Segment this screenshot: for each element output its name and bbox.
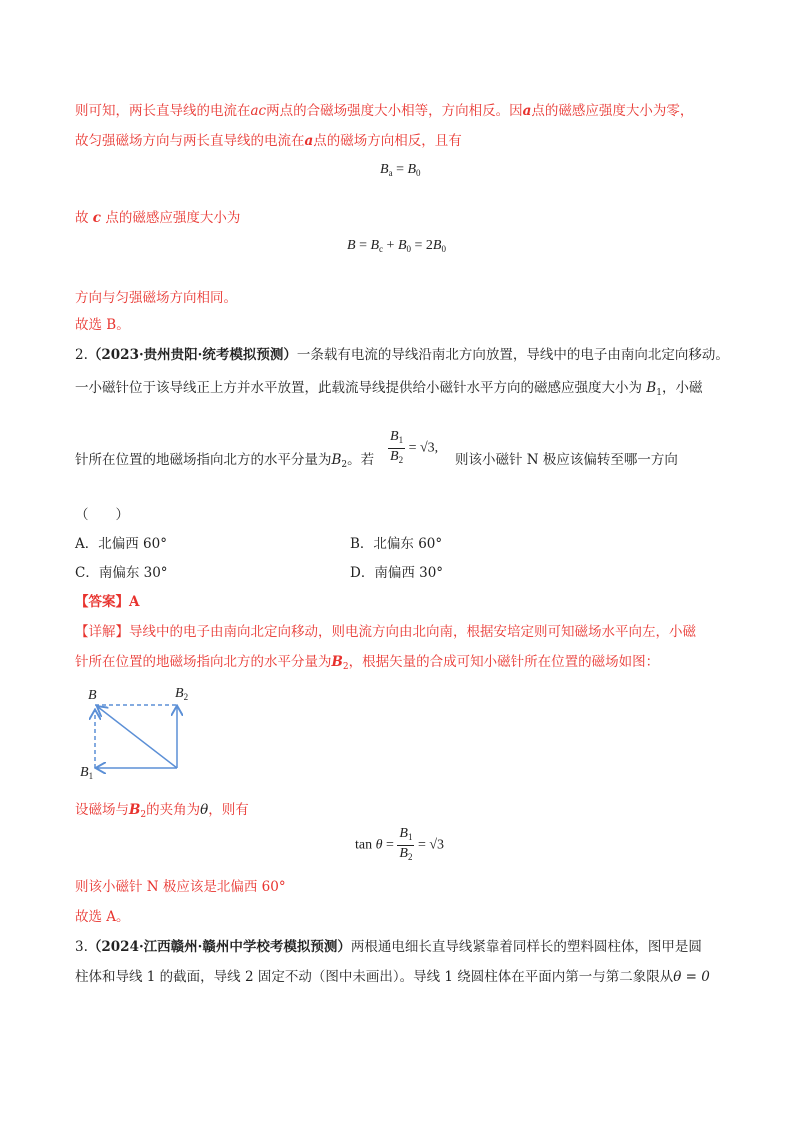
equation-1: $B_a = B_0$	[380, 162, 421, 178]
paragraph-line-2: 故匀强磁场方向与两长直导线的电流在a点的磁场方向相反，且有	[75, 133, 462, 149]
fraction-b1-b2: $\frac{B_1}{B_2}$ = √3,	[390, 429, 439, 465]
answer-paren: （ ）	[75, 507, 129, 523]
b-resultant-vector	[98, 707, 177, 768]
vector-diagram	[75, 683, 205, 783]
detail-line-1: 【详解】导线中的电子由南向北定向移动，则电流方向由北向南，根据安培定则可知磁场水平向左，小磁	[75, 624, 696, 640]
paragraph-line-5: 故选 B。	[75, 317, 130, 333]
option-c[interactable]: C．南偏东 30°	[75, 565, 168, 581]
theta-line: 设磁场与$B_2$的夹角为θ，则有	[75, 802, 249, 820]
question-2-line-1: 2.（2023·贵州贵阳·统考模拟预测）一条载有电流的导线沿南北方向放置，导线中的电子由南向北定向移动。	[75, 347, 729, 363]
label-b: B	[88, 688, 97, 703]
svg-text:B2	[175, 686, 188, 702]
detail-line-2: 针所在位置的地磁场指向北方的水平分量为$B_2$，根据矢量的合成可知小磁针所在位置的磁场如图：	[75, 654, 660, 672]
label-b2-sub: 2	[183, 692, 189, 702]
equation-3: tan θ = $\frac{B_1}{B_2}$ = √3	[355, 826, 445, 862]
question-2-line-3-end: 则该小磁针 N 极应该偏转至哪一方向	[455, 452, 678, 468]
label-b1: B	[80, 765, 89, 780]
paragraph-line-3: 故 c 点的磁感应强度大小为	[75, 210, 241, 226]
choose-line: 故选 A。	[75, 909, 130, 925]
question-2-line-2: 一小磁针位于该导线正上方并水平放置，此载流导线提供给小磁针水平方向的磁感应强度大小为 $B_1$，小磁	[75, 380, 703, 398]
label-b2: B	[175, 686, 184, 701]
option-d[interactable]: D．南偏西 30°	[350, 565, 444, 581]
equation-2: $B = B_c + B_0 = 2B_0$	[347, 238, 446, 254]
label-b1-sub: 1	[88, 771, 94, 781]
svg-text:B1	[80, 765, 93, 781]
answer-label: 【答案】A	[75, 594, 140, 610]
option-b[interactable]: B．北偏东 60°	[350, 536, 443, 552]
paragraph-line-4: 方向与匀强磁场方向相同。	[75, 290, 237, 306]
option-a[interactable]: A．北偏西 60°	[75, 536, 167, 552]
question-3-line-1: 3.（2024·江西赣州·赣州中学校考模拟预测）两根通电细长直导线紧靠着同样长的塑料圆柱体，图甲是圆	[75, 939, 702, 955]
conclusion-line: 则该小磁针 N 极应该是北偏西 60°	[75, 879, 286, 895]
question-2-line-3: 针所在位置的地磁场指向北方的水平分量为$B_2$。若	[75, 452, 375, 470]
paragraph-line-1: 则可知，两长直导线的电流在ac两点的合磁场强度大小相等，方向相反。因a点的磁感应强度大小为零，	[75, 103, 694, 119]
question-3-line-2: 柱体和导线 1 的截面，导线 2 固定不动（图中未画出）。导线 1 绕圆柱体在平面内第一与第二象限从θ = 0	[75, 969, 710, 985]
